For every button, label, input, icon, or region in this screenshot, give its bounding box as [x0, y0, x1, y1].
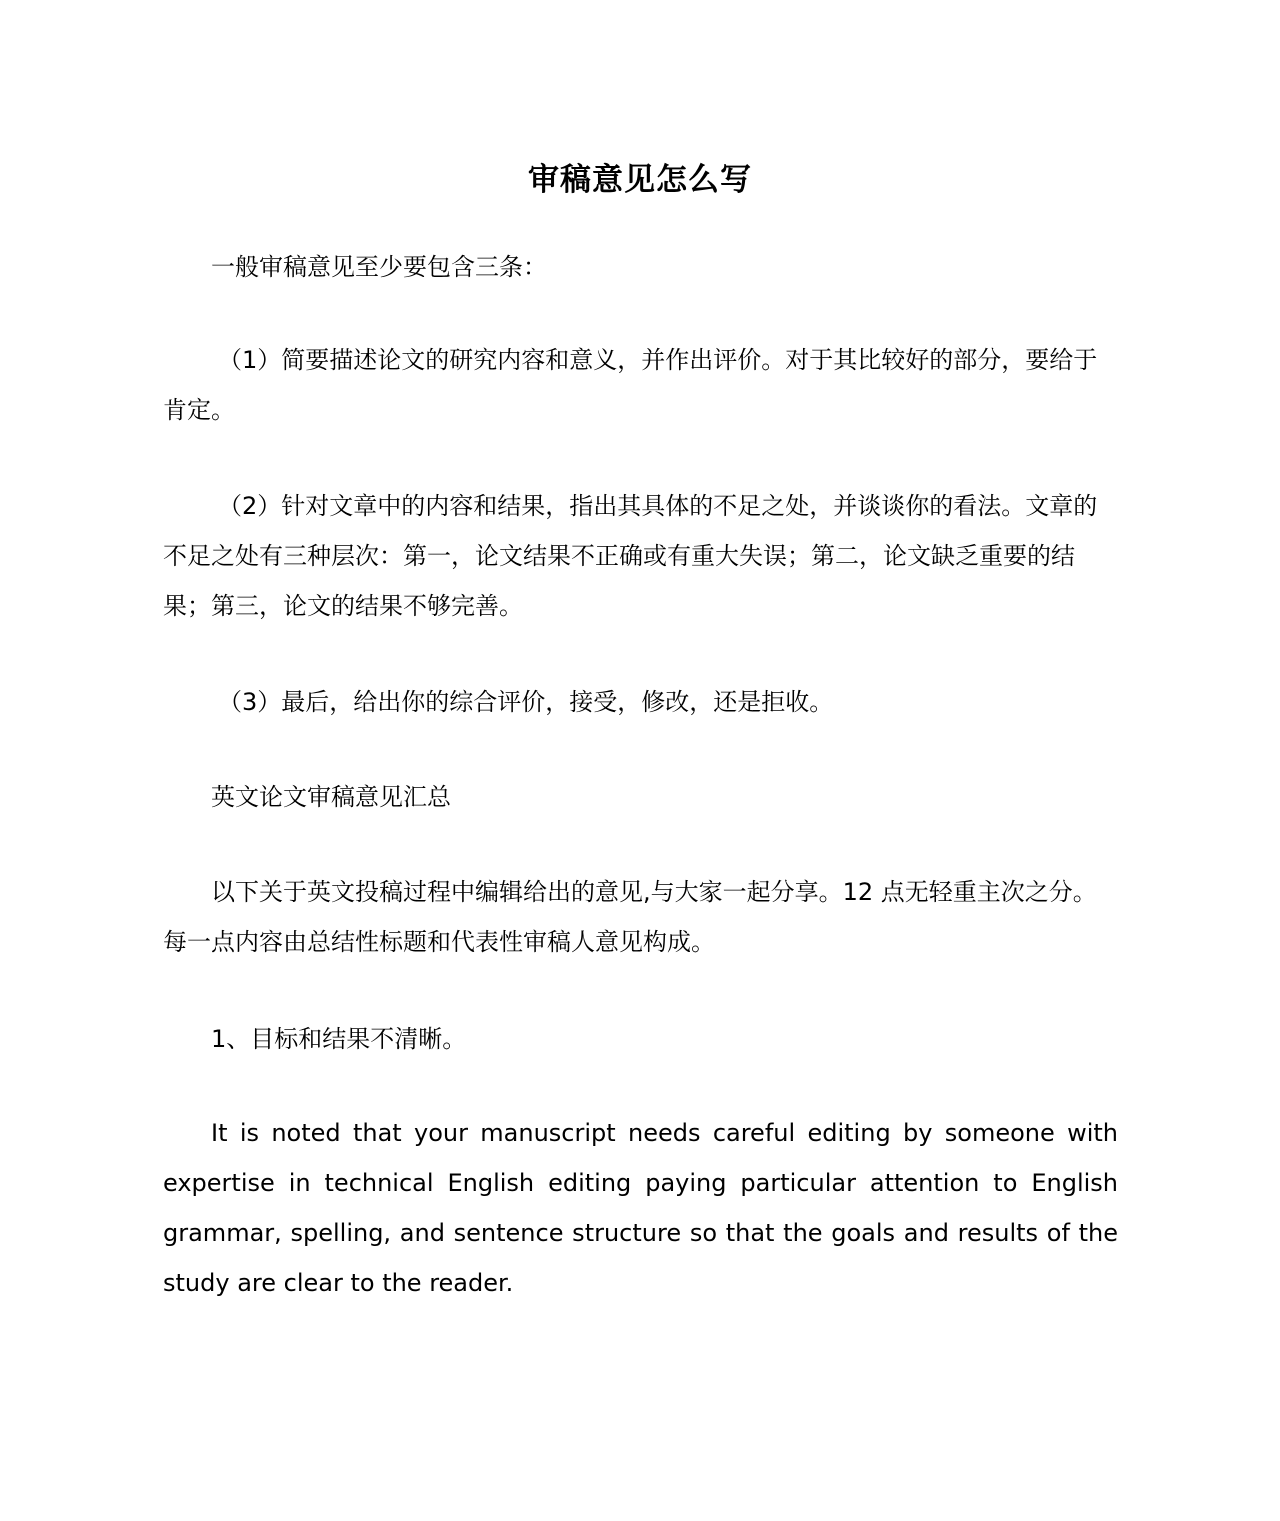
numbered-heading-1: 1、目标和结果不清晰。	[211, 1025, 467, 1053]
paragraph-point-1: （1）简要描述论文的研究内容和意义，并作出评价。对于其比较好的部分，要给于肯定。	[163, 346, 1098, 424]
paragraph-point-2: （2）针对文章中的内容和结果，指出其具体的不足之处，并谈谈你的看法。文章的不足之处有三种层次：第一，论文结果不正确或有重大失误；第二，论文缺乏重要的结果；第三，论文的结果不够完善。	[163, 492, 1098, 620]
paragraph-summary-intro: 以下关于英文投稿过程中编辑给出的意见,与大家一起分享。12 点无轻重主次之分。每一点内容由总结性标题和代表性审稿人意见构成。	[163, 878, 1097, 956]
paragraph-point-3: （3）最后，给出你的综合评价，接受，修改，还是拒收。	[218, 688, 834, 716]
page-title: 审稿意见怎么写	[528, 161, 752, 198]
section-heading: 英文论文审稿意见汇总	[211, 783, 451, 811]
paragraph-english-comment: It is noted that your manuscript needs careful editing by someone with expertise in technical English editing paying particular attention to English grammar, spelling, and sentence structure so that the goals and results of the study are clear to the reader.	[163, 1119, 1118, 1297]
paragraph-intro: 一般审稿意见至少要包含三条：	[211, 253, 547, 281]
